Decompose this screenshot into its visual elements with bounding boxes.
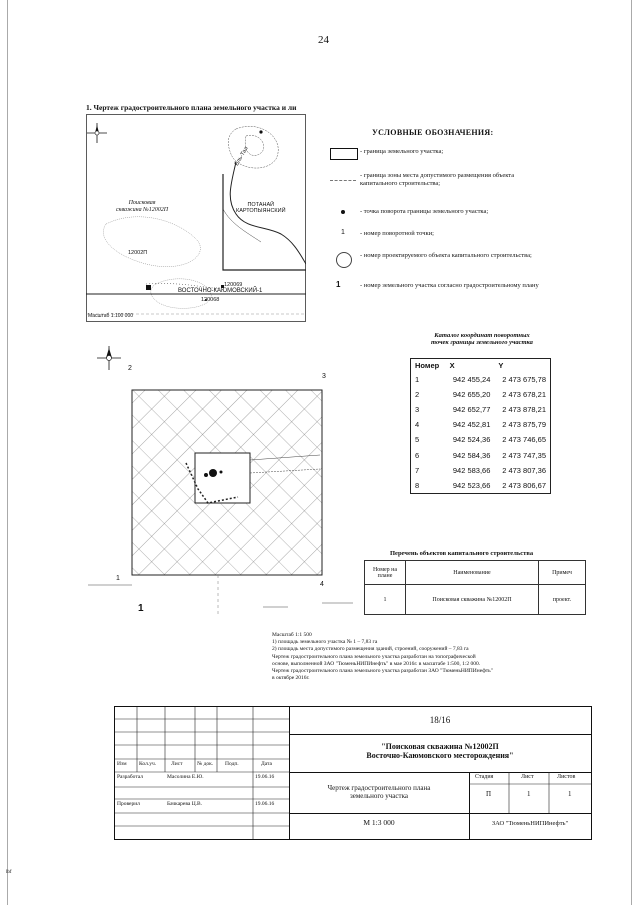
catalog-cell-x: 942 583,66: [452, 465, 491, 475]
catalog-cell-number: 1: [415, 375, 420, 385]
revision-grid: [115, 707, 290, 839]
name-checker: Бачкарева Ц.В.: [167, 801, 203, 807]
stage-value: П: [486, 790, 492, 798]
col-podp: Подп.: [225, 761, 239, 767]
sheets-header: Листов: [557, 774, 576, 780]
turning-point-dot-icon: [341, 210, 345, 214]
catalog-header-x: X: [449, 361, 455, 370]
date-checker: 19.06.16: [255, 801, 275, 807]
legend-item-6: - номер земельного участка согласно градостроительному плану: [360, 282, 539, 289]
catalog-cell-number: 7: [415, 465, 420, 475]
catalog-cell-x: 942 584,36: [452, 450, 491, 460]
legend-list: [330, 144, 610, 314]
object-number-circle-icon: [336, 252, 352, 268]
objects-header-number: Номер на плане: [365, 561, 406, 585]
project-title-cell: [289, 734, 591, 773]
catalog-cell-number: 8: [415, 480, 420, 490]
legend-title: УСЛОВНЫЕ ОБОЗНАЧЕНИЯ:: [372, 128, 494, 137]
catalog-cell-y: 2 473 675,78: [502, 375, 546, 385]
catalog-cell-y: 2 473 807,36: [502, 465, 546, 475]
project-title: "Поисковая скважина №12002П Восточно-Каюмовского месторождения": [366, 742, 514, 761]
stamp-company: ЗАО "ТюменьНИПИнефть": [491, 820, 569, 827]
note-line: в октябре 2016г.: [272, 675, 310, 682]
catalog-cell-x: 942 655,20: [452, 390, 491, 400]
note-line: 1) площадь земельного участка № 1 – 7,83 га: [272, 639, 378, 646]
catalog-cell-y: 2 473 875,79: [502, 420, 546, 430]
page-number: 24: [318, 34, 329, 46]
note-line: Масштаб 1:1 500: [272, 632, 312, 638]
objects-title: Перечень объектов капитального строительства: [390, 550, 534, 557]
catalog-title: Каталог координат поворотных точек границы земельного участка: [431, 332, 533, 347]
catalog-row: [411, 387, 551, 402]
legend-item-1: - граница земельного участка;: [360, 148, 444, 155]
note-line: Чертеж градостроительного плана земельного участка разработан на топографической: [272, 653, 476, 660]
catalog-cell-x: 942 523,66: [452, 480, 491, 490]
catalog-row: [411, 372, 551, 387]
name-developer: Масолина Е.Ю.: [167, 774, 204, 780]
catalog-cell-x: 942 455,24: [452, 375, 491, 385]
catalog-cell-y: 2 473 878,21: [502, 405, 546, 415]
catalog-cell-y: 2 473 747,35: [502, 450, 546, 460]
catalog-row: [411, 417, 551, 432]
col-list: Лист: [171, 761, 183, 767]
col-izm: Изм: [117, 761, 127, 767]
note-line: 2) площадь места допустимого размещения зданий, строений, сооружений – 7,83 га: [272, 646, 469, 653]
title-block: [114, 706, 592, 840]
stamp-code: 18/16: [429, 715, 451, 725]
catalog-row: [411, 448, 551, 463]
sheet-title: Чертеж градостроительного плана земельного участка: [327, 784, 431, 801]
scan-edge-left: [7, 0, 8, 905]
col-kol: Кол.уч.: [139, 761, 157, 767]
scan-edge-right: [631, 0, 632, 905]
catalog-row: [411, 478, 551, 494]
objects-table: [364, 560, 586, 615]
placement-zone-symbol: [330, 180, 356, 181]
catalog-cell-number: 4: [415, 420, 420, 430]
catalog-row: [411, 432, 551, 447]
corner-label-1: 1: [116, 575, 120, 582]
label-120069: 120069: [224, 282, 243, 288]
catalog-cell-x: 942 452,81: [452, 420, 491, 430]
plot-number-label: 1: [138, 603, 144, 614]
north-arrow-icon: [96, 345, 122, 376]
objects-cell-name: Поисковая скважина №12002П: [406, 585, 539, 615]
turning-point-number-symbol: 1: [341, 229, 345, 236]
catalog-cell-x: 942 524,36: [452, 435, 491, 445]
well-label: Поисковая скважина №12002П: [116, 200, 169, 213]
col-doc: № док.: [197, 761, 214, 767]
catalog-row: [411, 402, 551, 417]
objects-cell-number: 1: [365, 585, 406, 615]
area-name-vostochno: ВОСТОЧНО-КАЮМОВСКИЙ-1: [178, 288, 263, 294]
corner-label-4: 4: [320, 581, 324, 588]
catalog-header-y: Y: [498, 361, 504, 370]
legend-item-3: - точка поворота границы земельного участка;: [360, 208, 489, 215]
sheet-title-cell: [289, 772, 470, 814]
catalog-cell-number: 6: [415, 450, 420, 460]
company-cell: [469, 813, 591, 839]
catalog-cell-y: 2 473 746,65: [502, 435, 546, 445]
catalog-cell-number: 5: [415, 435, 420, 445]
legend-item-4: - номер поворотной точки;: [360, 230, 434, 237]
catalog-cell-x: 942 652,77: [452, 405, 491, 415]
compass-rose-icon: [86, 122, 108, 149]
catalog-cell-number: 2: [415, 390, 420, 400]
col-date: Дата: [261, 761, 272, 767]
scale-cell: [289, 813, 470, 839]
catalog-cell-y: 2 473 678,21: [502, 390, 546, 400]
label-120068: 120068: [201, 297, 220, 303]
stamp-code-cell: [289, 707, 591, 735]
role-checker: Проверил: [117, 801, 140, 807]
corner-label-2: 2: [128, 365, 132, 372]
sheet-value: 1: [527, 790, 531, 798]
area-name-potanay: ПОТАНАЙ КАРТОПЫЯНСКИЙ: [236, 202, 286, 215]
catalog-cell-number: 3: [415, 405, 420, 415]
objects-header-name: Наименование: [406, 561, 539, 585]
notes-block: [272, 632, 493, 682]
catalog-header-number: Номер: [415, 361, 440, 370]
catalog-cell-y: 2 473 806,67: [502, 480, 546, 490]
note-line: основе, выполненной ЗАО "ТюменьНИПИнефть" в мае 2016г. в масштабе 1:500, 1:2 000.: [272, 660, 481, 667]
catalog-row: [411, 463, 551, 478]
map-scale: Масштаб 1:100 000: [88, 313, 134, 319]
note-line: Чертеж градостроительного плана земельного участка разработан ЗАО "ТюменьНИПИнефть": [272, 668, 493, 675]
objects-header-row: [365, 561, 586, 585]
plot-boundary-symbol: [330, 148, 358, 160]
margin-note: lbf: [6, 870, 12, 875]
stage-grid: [469, 772, 591, 814]
plot-plan: [88, 345, 368, 620]
drawing-heading: 1. Чертеж градостроительного плана земельного участка и ли: [86, 103, 297, 112]
river-label: Ёль-Тал: [234, 145, 250, 167]
corner-label-3: 3: [322, 373, 326, 380]
objects-header-note: Примеч: [539, 561, 586, 585]
role-developer: Разработал: [117, 774, 144, 780]
catalog-header-row: [411, 359, 551, 373]
sheet-header: Лист: [521, 774, 534, 780]
sheets-value: 1: [568, 790, 572, 798]
catalog-table: [410, 358, 551, 494]
overview-map: [86, 114, 306, 322]
stage-header: Стадия: [475, 774, 494, 780]
objects-row: [365, 585, 586, 615]
legend-item-5: - номер проектируемого объекта капитального строительства;: [360, 252, 532, 259]
legend-item-2: - граница зоны места допустимого размещения объекта капитального строительства;: [360, 172, 515, 188]
stamp-scale: М 1:3 000: [363, 818, 395, 827]
objects-cell-note: проект.: [539, 585, 586, 615]
date-developer: 19.06.16: [255, 774, 275, 780]
label-12002p: 12002П: [128, 250, 148, 256]
plot-number-symbol: 1: [336, 280, 341, 289]
